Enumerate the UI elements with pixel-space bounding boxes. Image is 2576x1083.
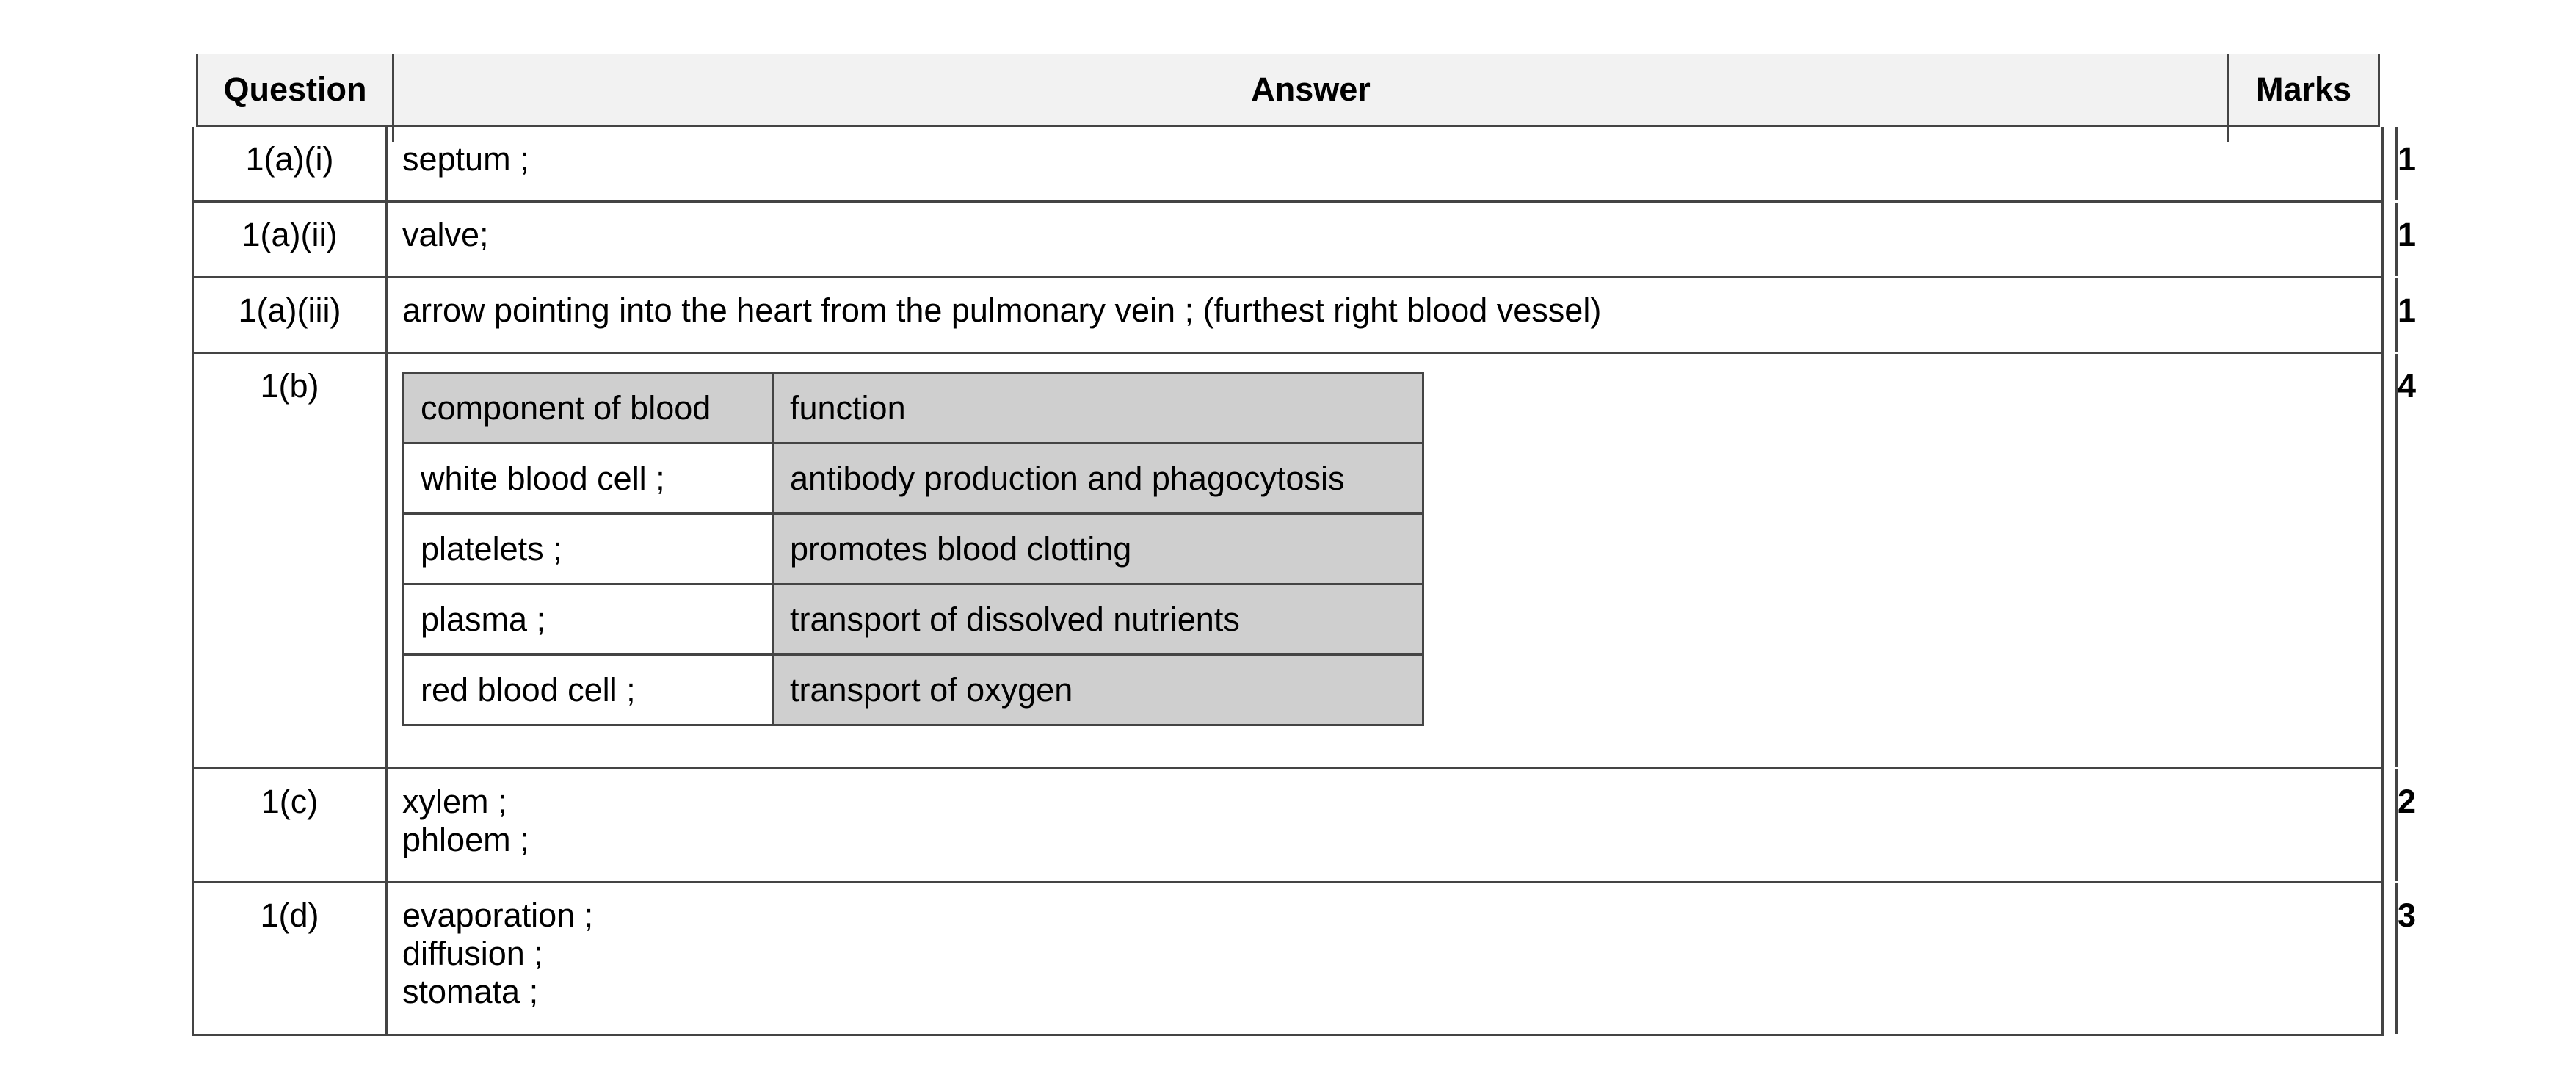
marks-cell: 1 bbox=[2398, 216, 2417, 253]
table-row bbox=[194, 200, 2417, 276]
function-cell: antibody production and phagocytosis bbox=[773, 443, 1423, 514]
marks-cell: 1 bbox=[2398, 291, 2417, 329]
answer-line: valve; bbox=[402, 216, 489, 253]
answer-line: evaporation ; bbox=[402, 897, 594, 934]
answer-cell bbox=[388, 278, 2398, 352]
question-cell: 1(c) bbox=[194, 769, 388, 881]
table-body bbox=[192, 127, 2417, 1036]
answer-line: arrow pointing into the heart from the pulmonary vein ; (furthest right blood vessel) bbox=[402, 291, 1602, 329]
function-cell: transport of dissolved nutrients bbox=[773, 584, 1423, 655]
mark-scheme-table bbox=[192, 54, 2417, 1036]
question-cell: 1(a)(i) bbox=[194, 127, 388, 200]
answer-line: phloem ; bbox=[402, 821, 529, 858]
function-cell: transport of oxygen bbox=[773, 655, 1423, 725]
answer-line: stomata ; bbox=[402, 973, 539, 1010]
function-cell: promotes blood clotting bbox=[773, 514, 1423, 584]
answer-cell bbox=[388, 354, 2398, 767]
header-answer: Answer bbox=[1251, 70, 1371, 108]
table-row bbox=[194, 276, 2417, 352]
answer-cell bbox=[388, 203, 2398, 276]
table-row bbox=[194, 352, 2417, 767]
component-cell: red blood cell ; bbox=[404, 655, 773, 725]
marks-cell: 3 bbox=[2398, 897, 2417, 934]
component-cell: white blood cell ; bbox=[404, 443, 773, 514]
marks-cell: 2 bbox=[2398, 783, 2417, 820]
inner-row bbox=[404, 584, 1423, 655]
table-row bbox=[194, 127, 2417, 200]
question-cell: 1(b) bbox=[194, 354, 388, 767]
header-question: Question bbox=[223, 70, 367, 108]
inner-row bbox=[404, 655, 1423, 725]
component-cell: platelets ; bbox=[404, 514, 773, 584]
marks-cell: 4 bbox=[2398, 367, 2417, 405]
question-cell: 1(d) bbox=[194, 883, 388, 1034]
question-cell: 1(a)(iii) bbox=[194, 278, 388, 352]
table-header bbox=[196, 54, 2380, 127]
inner-header-row bbox=[404, 373, 1423, 443]
inner-row bbox=[404, 514, 1423, 584]
inner-row bbox=[404, 443, 1423, 514]
answer-line: diffusion ; bbox=[402, 935, 543, 972]
table-row bbox=[194, 881, 2417, 1034]
marks-cell: 1 bbox=[2398, 140, 2417, 178]
answer-cell bbox=[388, 127, 2398, 200]
inner-header-component: component of blood bbox=[404, 373, 773, 443]
component-cell: plasma ; bbox=[404, 584, 773, 655]
answer-line: xylem ; bbox=[402, 783, 507, 820]
answer-line: septum ; bbox=[402, 140, 529, 178]
table-row bbox=[194, 767, 2417, 881]
blood-components-table bbox=[402, 372, 1424, 726]
answer-cell bbox=[388, 769, 2398, 881]
answer-cell bbox=[388, 883, 2398, 1034]
header-marks: Marks bbox=[2255, 70, 2352, 108]
inner-header-function: function bbox=[773, 373, 1423, 443]
question-cell: 1(a)(ii) bbox=[194, 203, 388, 276]
